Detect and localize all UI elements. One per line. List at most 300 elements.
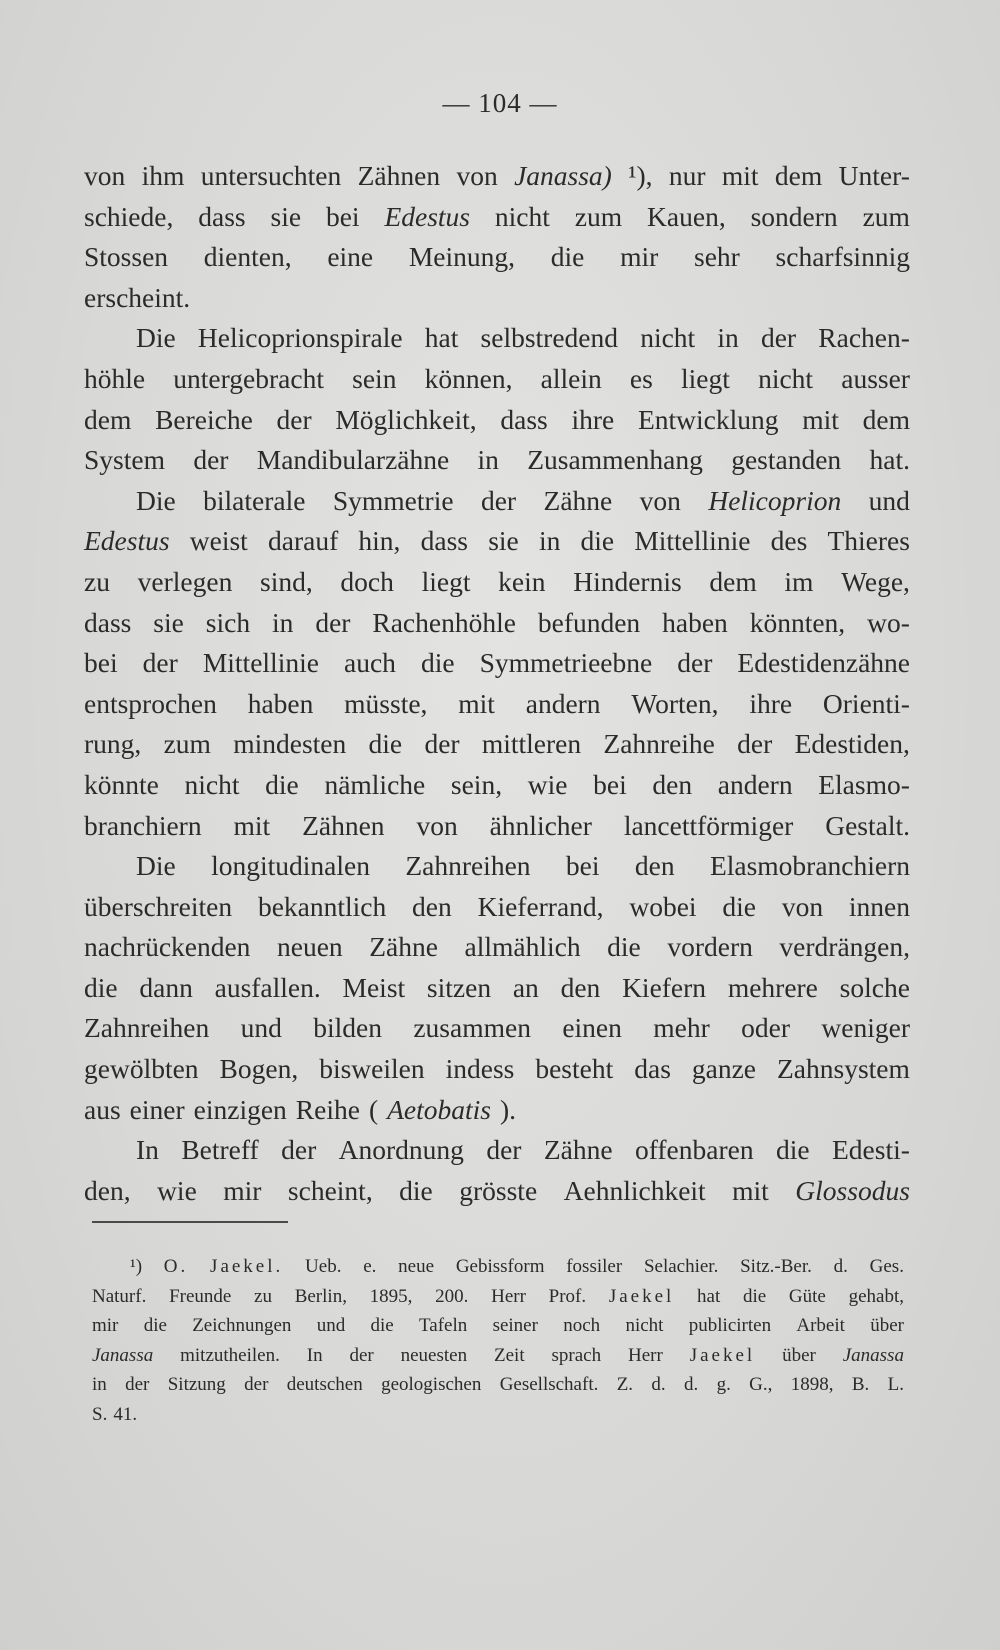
word: Betreff (181, 1134, 259, 1166)
word: Die (136, 484, 176, 516)
text-line (84, 684, 910, 725)
word: nicht (625, 1315, 664, 1336)
word: den (634, 850, 675, 882)
word: an (512, 971, 539, 1003)
word: weist (189, 525, 248, 557)
word: bei (565, 850, 600, 882)
word: Hindernis (573, 565, 682, 597)
word: haben (247, 687, 314, 719)
word: bei (593, 768, 627, 800)
text-line (84, 237, 910, 278)
word: sein (352, 362, 397, 394)
word: höhle (84, 362, 146, 394)
word: die (399, 1174, 433, 1206)
word: dass (84, 606, 132, 638)
word: Mittellinie (202, 647, 319, 679)
word: darauf (268, 525, 339, 557)
word: aus (84, 1093, 121, 1125)
word: mir (92, 1315, 119, 1336)
word: Jaekel (689, 1344, 756, 1366)
word: die (775, 1134, 810, 1166)
text-line (84, 359, 910, 400)
word: mit (721, 160, 759, 191)
word: L. (887, 1374, 904, 1395)
word: der (760, 322, 797, 354)
word: bekanntlich (257, 890, 387, 922)
word: Arbeit (796, 1315, 845, 1336)
word: Symmetrie (332, 484, 454, 516)
word: besteht (535, 1053, 614, 1085)
word: die (420, 647, 455, 679)
word: deutschen (286, 1374, 363, 1395)
word: könnten, (749, 606, 846, 638)
word: Naturf. (92, 1285, 147, 1307)
word: wobei (629, 890, 697, 922)
word: indess (445, 1053, 515, 1085)
word: S. (92, 1403, 108, 1425)
word: Bogen, (219, 1053, 299, 1085)
word: sind, (260, 565, 313, 597)
word: sie (153, 606, 184, 638)
word: könnte (84, 768, 159, 800)
word: der (193, 444, 229, 476)
text-line (84, 197, 910, 238)
word: Helicoprion (708, 484, 842, 516)
word: hat. (869, 444, 910, 476)
text-line (84, 440, 910, 481)
text-line (84, 1049, 910, 1090)
word: nicht (184, 768, 240, 800)
word: innen (848, 890, 910, 922)
word: untersuchten (200, 160, 342, 191)
word: den (652, 768, 693, 800)
word: bilden (313, 1012, 382, 1044)
word: hin, (358, 525, 401, 557)
word: der (244, 1374, 269, 1395)
word: 1895, (369, 1285, 413, 1307)
word: nicht (494, 200, 550, 232)
word: dem (709, 565, 757, 597)
word: Thieres (827, 525, 910, 557)
word: neue (398, 1256, 435, 1277)
word: die (550, 241, 585, 273)
word: sehr (694, 241, 740, 273)
word: Edestus (84, 525, 170, 557)
word: überschreiten (84, 890, 233, 922)
word: von (416, 809, 458, 841)
word: die (368, 728, 403, 760)
footnote-separator (92, 1221, 288, 1223)
word: Herr (627, 1344, 663, 1366)
word: nämliche (324, 768, 426, 800)
word: Zähnen (302, 809, 385, 841)
word: Unter- (838, 160, 910, 191)
word: Kauen, (647, 200, 726, 232)
word: Zähne (543, 1134, 613, 1166)
word: von (781, 890, 824, 922)
word: Wege, (841, 565, 910, 597)
word: haben (662, 606, 728, 638)
word: dass (420, 525, 468, 557)
word: ausfallen. (214, 971, 321, 1003)
word: und (316, 1315, 346, 1336)
word: Herr (491, 1285, 526, 1307)
word: d. (833, 1256, 848, 1277)
footnote-line (92, 1252, 904, 1282)
word: Meist (342, 971, 406, 1003)
word: gewölbten (84, 1053, 199, 1085)
word: noch (563, 1315, 601, 1336)
word: mir (223, 1174, 262, 1206)
footnote-line (92, 1370, 904, 1400)
word: scharfsinnig (775, 241, 910, 273)
word: longitudinalen (211, 850, 370, 882)
word: einen (562, 1012, 622, 1044)
word: Sitz.-Ber. (740, 1256, 812, 1277)
word: Kiefern (622, 971, 707, 1003)
text-line (84, 724, 910, 765)
word: oder (741, 1012, 791, 1044)
word: Jaekel. (210, 1256, 284, 1277)
text-line (84, 400, 910, 441)
word: Worten, (631, 687, 719, 719)
word: den (412, 890, 452, 922)
text-line (84, 1008, 910, 1049)
word: Jaekel (608, 1285, 675, 1307)
footnote-line (92, 1341, 904, 1371)
word: verlegen (137, 565, 233, 597)
word: gehabt, (848, 1285, 904, 1307)
word: mit (233, 809, 271, 841)
word: vordern (667, 931, 753, 963)
word: ausser (841, 362, 910, 394)
word: in (538, 525, 561, 557)
text-line (84, 1171, 910, 1212)
word: scheint, (287, 1174, 373, 1206)
word: Zeit (494, 1344, 525, 1366)
word: Zusammenhang (527, 444, 703, 476)
word: und (240, 1012, 282, 1044)
word: solche (839, 971, 910, 1003)
word: geologischen (381, 1374, 482, 1395)
text-line (84, 1090, 910, 1131)
text-line (84, 806, 910, 847)
word: ähnlicher (489, 809, 592, 841)
word: der (424, 728, 460, 760)
word: 200. (435, 1285, 469, 1307)
word: nachrückenden (84, 931, 251, 963)
word: ihre (571, 403, 615, 435)
word: Prof. (548, 1285, 587, 1307)
word: dem (774, 160, 823, 191)
word: Rachenhöhle (372, 606, 516, 638)
word: einer (129, 1093, 185, 1125)
word: Janassa) (514, 160, 612, 191)
word: die (265, 768, 299, 800)
word: Freunde (169, 1285, 232, 1307)
word: den, (84, 1174, 131, 1206)
word: Möglichkeit, (335, 403, 477, 435)
word: d. (683, 1374, 699, 1395)
word: dienten, (203, 241, 292, 273)
word: sitzen (426, 971, 492, 1003)
word: dem (862, 403, 910, 435)
word: Janassa (842, 1344, 904, 1366)
word: allmählich (464, 931, 581, 963)
word: Elasmobranchiern (709, 850, 910, 882)
word: von (639, 484, 681, 516)
word: und (868, 484, 910, 516)
word: mehrere (727, 971, 818, 1003)
word: rung, (84, 728, 142, 760)
word: Helicoprionspirale (197, 322, 403, 354)
word: das (634, 1053, 671, 1085)
word: O. (163, 1256, 189, 1277)
word: die (84, 971, 118, 1003)
word: hat (697, 1285, 721, 1307)
word: seiner (492, 1315, 538, 1336)
word: den (560, 971, 601, 1003)
word: In (306, 1344, 323, 1366)
word: Kieferrand, (477, 890, 604, 922)
word: sie (488, 525, 519, 557)
footnote-line (92, 1311, 904, 1341)
word: bei (325, 200, 360, 232)
word: nicht (758, 362, 814, 394)
word: Edesti- (832, 1134, 910, 1166)
word: B. (851, 1374, 870, 1395)
word: sich (205, 606, 251, 638)
word: verdrängen, (779, 931, 910, 963)
word: e. (363, 1256, 377, 1277)
word: mittleren (481, 728, 582, 760)
word: Glossodus (795, 1174, 910, 1206)
word: über (782, 1344, 816, 1366)
word: der (486, 1134, 522, 1166)
word: in (717, 322, 739, 354)
word: dass (500, 403, 548, 435)
word: In (136, 1134, 159, 1166)
word: zum (862, 200, 910, 232)
word: bisweilen (319, 1053, 425, 1085)
text-line (84, 1130, 910, 1171)
word: untergebracht (173, 362, 324, 394)
word: neuesten (400, 1344, 468, 1366)
text-line (84, 481, 910, 522)
word: ganze (691, 1053, 757, 1085)
text-line (84, 846, 910, 887)
text-line (84, 278, 910, 319)
word: weniger (821, 1012, 910, 1044)
word: erscheint. (84, 281, 191, 313)
word: Rachen- (818, 322, 910, 354)
word: Selachier. (643, 1256, 719, 1277)
word: der (142, 647, 178, 679)
word: Meinung, (408, 241, 516, 273)
word: eine (327, 241, 374, 273)
word: Elasmo- (818, 768, 910, 800)
word: wie (157, 1174, 197, 1206)
word: Aehnlichkeit (563, 1174, 706, 1206)
word: Tafeln (419, 1315, 468, 1336)
word: mit (458, 687, 495, 719)
word: die (722, 890, 756, 922)
word: Edestidenzähne (737, 647, 910, 679)
word: sondern (750, 200, 838, 232)
footnote-line (92, 1282, 904, 1312)
word: Berlin, (294, 1285, 347, 1307)
word: Edestiden, (794, 728, 910, 760)
word: Ges. (869, 1256, 904, 1277)
word: ihre (749, 687, 793, 719)
word: dem (84, 403, 132, 435)
word: fossiler (566, 1256, 623, 1277)
word: ( Aetobatis ). (368, 1093, 517, 1125)
word: der (315, 606, 351, 638)
word: zu (254, 1285, 272, 1307)
word: Z. (616, 1374, 634, 1395)
word: Mandibularzähne (256, 444, 450, 476)
text-line (84, 603, 910, 644)
word: wie (527, 768, 568, 800)
word: über (870, 1315, 904, 1336)
word: können, (424, 362, 513, 394)
word: mehr (653, 1012, 710, 1044)
word: Bereiche (155, 403, 253, 435)
body-text (84, 156, 910, 1211)
word: g. (716, 1374, 731, 1395)
word: sprach (551, 1344, 602, 1366)
word: befunden (537, 606, 641, 638)
word: ¹), (628, 160, 653, 191)
word: G., (749, 1374, 773, 1395)
word: Gebissform (455, 1256, 545, 1277)
word: offenbaren (634, 1134, 754, 1166)
word: Anordnung (338, 1134, 464, 1166)
word: Güte (788, 1285, 826, 1307)
text-line (84, 765, 910, 806)
word: andern (525, 687, 601, 719)
word: Die (136, 322, 176, 354)
word: bilaterale (203, 484, 306, 516)
word: zum (163, 728, 211, 760)
word: neuen (277, 931, 343, 963)
word: von (456, 160, 498, 191)
word: einzigen (193, 1093, 287, 1125)
word: Gesellschaft. (499, 1374, 599, 1395)
word: die (742, 1285, 767, 1307)
word: gestanden (731, 444, 842, 476)
word: der (349, 1344, 374, 1366)
word: Zeichnungen (192, 1315, 292, 1336)
word: der (677, 647, 713, 679)
word: Zahnreihe (603, 728, 715, 760)
word: lancettförmiger (623, 809, 794, 841)
word: branchiern (84, 809, 202, 841)
text-line (84, 562, 910, 603)
word: in (477, 444, 499, 476)
word: nur (668, 160, 706, 191)
word: im (784, 565, 814, 597)
word: des (770, 525, 808, 557)
word: der (737, 728, 773, 760)
word: die (607, 931, 641, 963)
word: selbstredend (480, 322, 619, 354)
word: sie (270, 200, 302, 232)
word: entsprochen (84, 687, 217, 719)
word: Zähne (369, 931, 438, 963)
word: allein (540, 362, 602, 394)
word: der (125, 1374, 150, 1395)
word: Zahnreihen (84, 1012, 210, 1044)
word: Sitzung (167, 1374, 226, 1395)
word: Orienti- (822, 687, 910, 719)
word: die (143, 1315, 167, 1336)
word: dass (198, 200, 246, 232)
word: die (370, 1315, 394, 1336)
word: d. (651, 1374, 666, 1395)
text-line (84, 887, 910, 928)
word: der (480, 484, 517, 516)
word: in (272, 606, 294, 638)
word: doch (340, 565, 394, 597)
word: dann (139, 971, 193, 1003)
word: Die (136, 850, 176, 882)
footnote (92, 1252, 904, 1429)
word: bei (84, 647, 118, 679)
word: liegt (681, 362, 730, 394)
word: Janassa (92, 1344, 154, 1366)
word: ihm (141, 160, 185, 191)
word: zusammen (413, 1012, 531, 1044)
word: mir (620, 241, 659, 273)
word: von (84, 160, 126, 191)
text-line (84, 643, 910, 684)
text-line (84, 927, 910, 968)
word: Edestus (384, 200, 471, 232)
text-line (84, 968, 910, 1009)
word: liegt (421, 565, 471, 597)
word: es (629, 362, 653, 394)
text-line (84, 318, 910, 359)
word: auch (343, 647, 396, 679)
word: publicirten (688, 1315, 772, 1336)
word: hat (424, 322, 459, 354)
word: grösste (459, 1174, 538, 1206)
word: kein (498, 565, 546, 597)
page-number: — 104 — (442, 88, 558, 118)
word: mindesten (233, 728, 347, 760)
word: Zähnen (357, 160, 441, 191)
word: wo- (867, 606, 910, 638)
word: ¹) (130, 1256, 143, 1277)
word: der (276, 403, 312, 435)
word: 1898, (790, 1374, 834, 1395)
word: Reihe (295, 1093, 360, 1125)
word: mit (802, 403, 839, 435)
word: Ueb. (305, 1256, 342, 1277)
word: nicht (640, 322, 696, 354)
text-line (84, 521, 910, 562)
word: Stossen (84, 241, 169, 273)
word: die (580, 525, 615, 557)
word: zum (574, 200, 623, 232)
word: Symmetrieebne (479, 647, 653, 679)
word: sein, (450, 768, 503, 800)
word: Zahnsystem (777, 1053, 910, 1085)
word: Entwicklung (637, 403, 779, 435)
word: zu (84, 565, 110, 597)
